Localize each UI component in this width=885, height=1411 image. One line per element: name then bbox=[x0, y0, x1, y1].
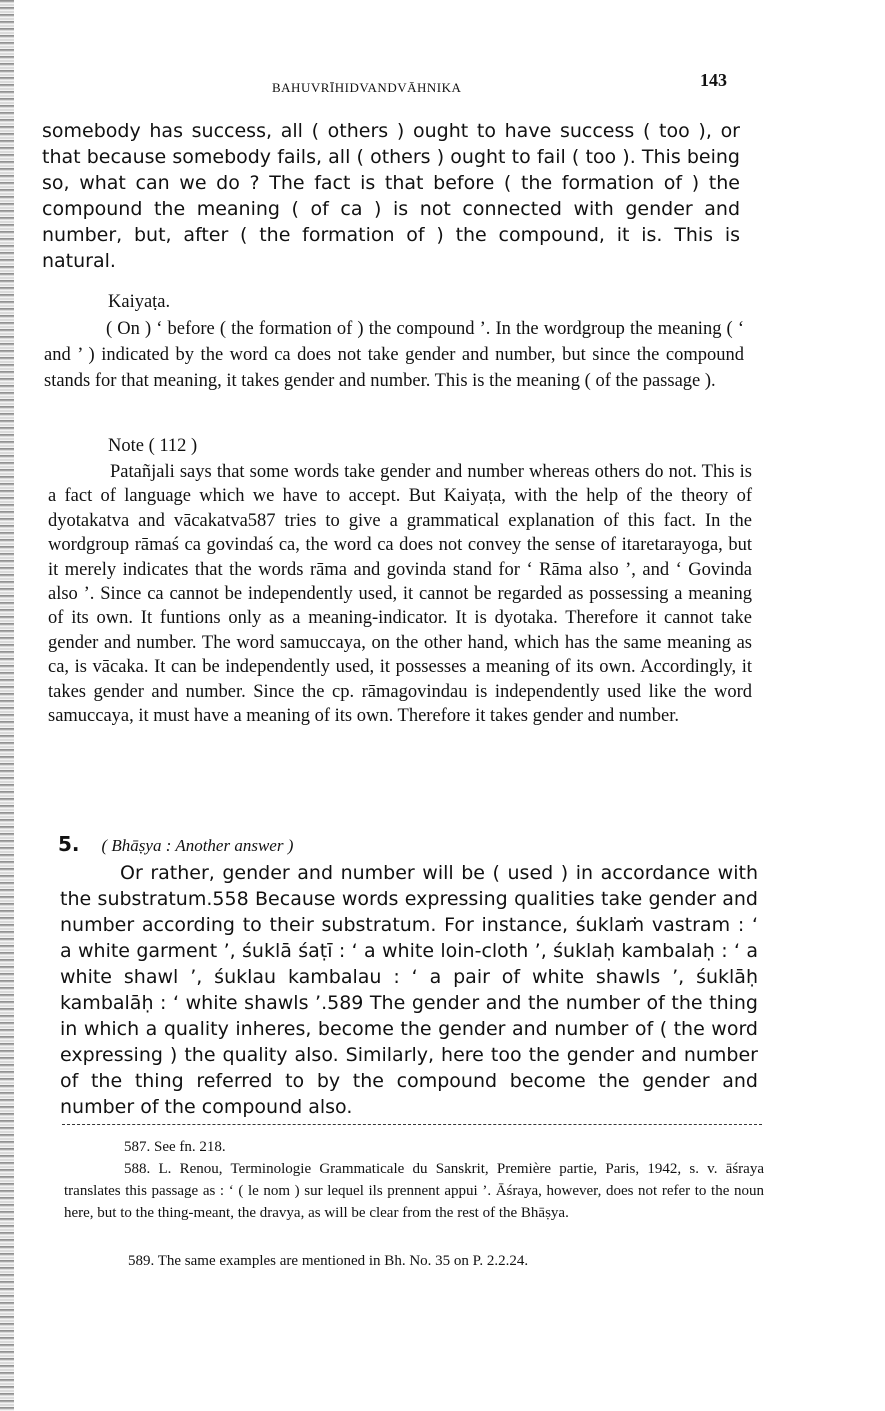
kaiyata-paragraph: ( On ) ‘ before ( the formation of ) the compound ’. In the wordgroup the meaning ( ‘ and ’ ) indicated by the word ca does not take gender and number, but since the compound stands for that meaning, it takes gender and number. This is the meaning ( of the passage ). bbox=[44, 319, 744, 391]
footnote-rule bbox=[62, 1124, 762, 1125]
note-heading: Note ( 112 ) bbox=[108, 436, 198, 456]
page-number: 143 bbox=[700, 70, 727, 90]
note-paragraph: Patañjali says that some words take gender and number whereas others do not. This is a fact of language which we have to accept. But Kaiyaṭa, with the help of the theory of dyotakatva and vācakatva587 tries to give a grammatical explanation of this fact. In the wordgroup rāmaś ca govindaś ca, the word ca does not convey the sense of itaretarayoga, but it merely indicates that the words rāma and govinda stand for ‘ Rāma also ’, and ‘ Govinda also ’. Since ca cannot be independently used, it cannot be regarded as possessing a meaning of its own. It funtions only as a meaning-indicator. It is dyotaka. Therefore it cannot take gender and number. The word samuccaya, on the other hand, which has the same meaning as ca, is vācaka. It can be independently used, it possesses a meaning of its own. Accordingly, it takes gender and number. Since the cp. rāmagovindau is independently used like the word samuccaya, it must have a meaning of its own. Therefore it takes gender and number. bbox=[48, 462, 752, 727]
footnote-587: 587. See fn. 218. bbox=[124, 1139, 226, 1155]
scan-edge-artifact bbox=[0, 0, 14, 1411]
footnote-589: 589. The same examples are mentioned in Bh. No. 35 on P. 2.2.24. bbox=[128, 1253, 529, 1269]
intro-paragraph: somebody has success, all ( others ) ought to have success ( too ), or that because somebody fails, all ( others ) ought to fail ( too ). This being so, what can we do ? The fact is that before ( the formation of ) the compound the meaning ( of ca ) is not connected with gender and number, but, after ( the formation of ) the compound, it is. This is natural. bbox=[42, 120, 740, 272]
section-5-paragraph: Or rather, gender and number will be ( used ) in accordance with the substratum.558 Because words expressing qualities take gender and number according to their substratum. For instance, śuklaṁ vastram : ‘ a white garment ’, śuklā śaṭī : ‘ a white loin-cloth ’, śuklaḥ kambalaḥ : ‘ a white shawl ’, śuklau kambalau : ‘ a pair of white shawls ’, śuklāḥ kambalāḥ : ‘ white shawls ’.589 The gender and the number of the thing in which a quality inheres, become the gender and number of ( the word expressing ) the quality also. Similarly, here too the gender and number of the thing referred to by the compound become the gender and number of the compound also. bbox=[60, 862, 758, 1118]
section-subtitle: ( Bhāṣya : Another answer ) bbox=[101, 836, 294, 855]
footnote-588: 588. L. Renou, Terminologie Grammaticale du Sanskrit, Première partie, Paris, 1942, s. v. āśraya translates this passage as : ‘ ( le nom ) sur lequel ils prennent appui ’. Āśraya, however, does not refer to the noun here, but to the thing-meant, the dravya, as will be clear from the rest of the Bhāṣya. bbox=[64, 1161, 764, 1221]
running-head: BAHUVRĪHIDVANDVĀHNIKA bbox=[272, 80, 462, 95]
section-5-title bbox=[58, 832, 293, 856]
section-number: 5. bbox=[58, 832, 80, 856]
kaiyata-heading: Kaiyaṭa. bbox=[108, 292, 171, 312]
